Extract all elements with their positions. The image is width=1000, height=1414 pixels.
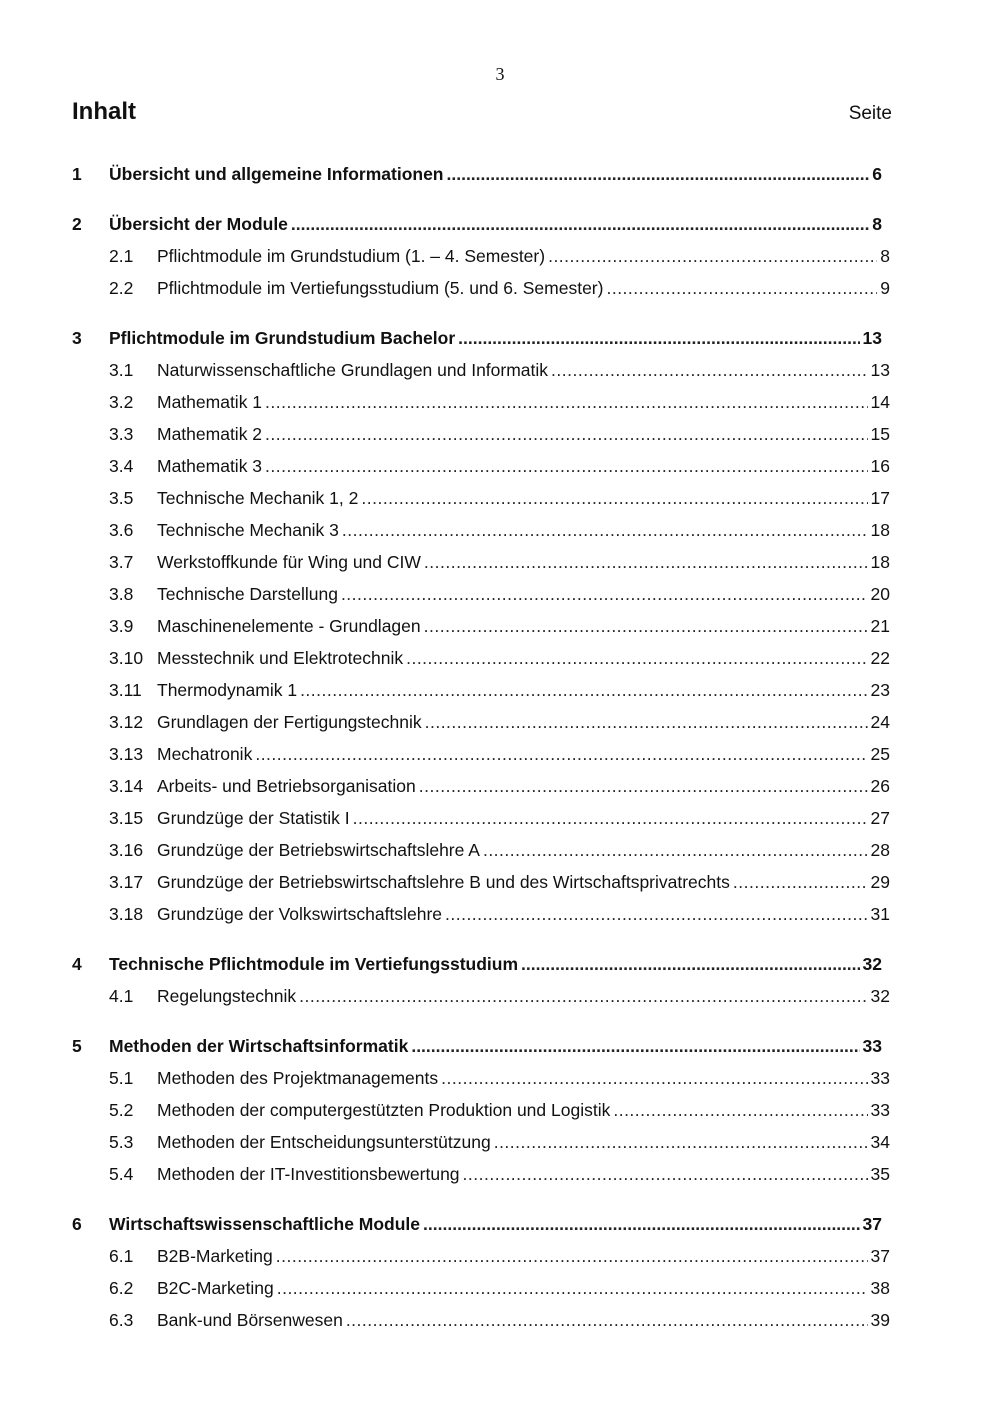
toc-entry-title: B2C-Marketing xyxy=(157,1278,274,1298)
toc-entry-number: 3.17 xyxy=(109,872,144,892)
toc-entry-page: 24 xyxy=(870,712,890,732)
toc-section-entry[interactable] xyxy=(109,518,890,542)
toc-entry-page: 26 xyxy=(870,776,890,796)
toc-section-entry[interactable] xyxy=(109,678,890,702)
toc-entry-title: Übersicht der Module xyxy=(109,214,288,234)
dot-leader xyxy=(424,550,868,574)
toc-entry-title: Naturwissenschaftliche Grundlagen und Informatik xyxy=(157,360,549,380)
toc-entry-title: Technische Darstellung xyxy=(157,584,338,604)
toc-section-entry[interactable] xyxy=(109,1276,890,1300)
toc-entry-page: 28 xyxy=(870,840,890,860)
toc-entry-page: 13 xyxy=(862,328,882,348)
dot-leader xyxy=(419,774,868,798)
toc-entry-number: 4 xyxy=(72,954,82,974)
dot-leader xyxy=(265,454,867,478)
dot-leader xyxy=(606,276,877,300)
toc-entry-page: 34 xyxy=(870,1132,890,1152)
toc-entry-number: 3.12 xyxy=(109,712,144,732)
toc-entry-page: 6 xyxy=(872,164,882,184)
toc-entry-title: Mechatronik xyxy=(157,744,253,764)
dot-leader xyxy=(483,838,868,862)
toc-entry-page: 25 xyxy=(870,744,890,764)
toc-section-entry[interactable] xyxy=(109,806,890,830)
toc-section-entry[interactable] xyxy=(109,550,890,574)
toc-entry-number: 4.1 xyxy=(109,986,134,1006)
toc-entry-page: 22 xyxy=(870,648,890,668)
toc-entry-title: Pflichtmodule im Vertiefungsstudium (5. und 6. Semester) xyxy=(157,278,604,298)
dot-leader xyxy=(445,902,868,926)
page-column-label: Seite xyxy=(848,103,892,124)
toc-entry-page: 33 xyxy=(870,1100,890,1120)
toc-entry-number: 5.3 xyxy=(109,1132,134,1152)
toc-entry-page: 37 xyxy=(862,1214,882,1234)
toc-entry-title: Grundzüge der Statistik I xyxy=(157,808,350,828)
dot-leader xyxy=(341,582,868,606)
toc-entry-number: 3.8 xyxy=(109,584,134,604)
toc-section-entry[interactable] xyxy=(109,870,890,894)
toc-entry-page: 15 xyxy=(870,424,890,444)
toc-entry-page: 37 xyxy=(870,1246,890,1266)
dot-leader xyxy=(265,390,867,414)
toc-section-entry[interactable] xyxy=(109,358,890,382)
toc-entry-page: 38 xyxy=(870,1278,890,1298)
dot-leader xyxy=(342,518,868,542)
toc-entry-page: 18 xyxy=(870,552,890,572)
toc-entry-number: 6 xyxy=(72,1214,82,1234)
toc-entry-title: Regelungstechnik xyxy=(157,986,297,1006)
toc-section-entry[interactable] xyxy=(109,902,890,926)
toc-section-entry[interactable] xyxy=(109,774,890,798)
dot-leader xyxy=(733,870,868,894)
toc-entry-title: Methoden der Entscheidungsunterstützung xyxy=(157,1132,491,1152)
toc-section-entry[interactable] xyxy=(109,742,890,766)
toc-section-entry[interactable] xyxy=(109,276,890,300)
toc-entry-title: Technische Pflichtmodule im Vertiefungsstudium xyxy=(109,954,519,974)
toc-entry-page: 18 xyxy=(870,520,890,540)
toc-chapter-entry[interactable] xyxy=(72,952,882,976)
toc-entry-title: Technische Mechanik 1, 2 xyxy=(157,488,359,508)
toc-entry-page: 32 xyxy=(870,986,890,1006)
page-number: 3 xyxy=(495,64,505,84)
toc-entry-number: 5 xyxy=(72,1036,82,1056)
toc-entry-title: Grundzüge der Betriebswirtschaftslehre A xyxy=(157,840,480,860)
toc-entry-title: Grundlagen der Fertigungstechnik xyxy=(157,712,422,732)
toc-entry-number: 5.2 xyxy=(109,1100,134,1120)
toc-entry-number: 3.4 xyxy=(109,456,134,476)
toc-entry-title: Mathematik 2 xyxy=(157,424,263,444)
toc-entry-title: Methoden der Wirtschaftsinformatik xyxy=(109,1036,409,1056)
dot-leader xyxy=(353,806,868,830)
dot-leader xyxy=(300,678,867,702)
toc-entry-title: Maschinenelemente - Grundlagen xyxy=(157,616,421,636)
dot-leader xyxy=(423,1212,860,1236)
toc-entry-number: 6.1 xyxy=(109,1246,134,1266)
dot-leader xyxy=(424,614,868,638)
toc-entry-number: 3.6 xyxy=(109,520,134,540)
toc-entry-page: 29 xyxy=(870,872,890,892)
dot-leader xyxy=(346,1308,868,1332)
toc-section-entry[interactable] xyxy=(109,582,890,606)
toc-entry-number: 3.18 xyxy=(109,904,144,924)
toc-entry-title: Technische Mechanik 3 xyxy=(157,520,339,540)
toc-entry-page: 8 xyxy=(872,214,882,234)
toc-entry-title: Arbeits- und Betriebsorganisation xyxy=(157,776,416,796)
toc-entry-page: 21 xyxy=(870,616,890,636)
toc-entry-title: B2B-Marketing xyxy=(157,1246,273,1266)
toc-entry-page: 32 xyxy=(862,954,882,974)
toc-entry-page: 33 xyxy=(870,1068,890,1088)
toc-entry-number: 3.5 xyxy=(109,488,134,508)
toc-entry-title: Methoden der computergestützten Produktion und Logistik xyxy=(157,1100,611,1120)
toc-entry-number: 1 xyxy=(72,164,82,184)
toc-section-entry[interactable] xyxy=(109,244,890,268)
toc-chapter-entry[interactable] xyxy=(72,162,882,186)
toc-entry-page: 39 xyxy=(870,1310,890,1330)
dot-leader xyxy=(551,358,867,382)
toc-section-entry[interactable] xyxy=(109,1244,890,1268)
toc-entry-page: 8 xyxy=(880,246,890,266)
toc-entry-page: 31 xyxy=(870,904,890,924)
toc-section-entry[interactable] xyxy=(109,710,890,734)
dot-leader xyxy=(411,1034,859,1058)
toc-entry-number: 3.13 xyxy=(109,744,144,764)
dot-leader xyxy=(463,1162,868,1186)
toc-section-entry[interactable] xyxy=(109,838,890,862)
dot-leader xyxy=(276,1244,868,1268)
toc-entry-number: 3.11 xyxy=(109,680,142,700)
toc-entry-number: 3.10 xyxy=(109,648,144,668)
toc-entry-title: Bank-und Börsenwesen xyxy=(157,1310,343,1330)
dot-leader xyxy=(548,244,877,268)
toc-entry-number: 2 xyxy=(72,214,82,234)
toc-entry-title: Übersicht und allgemeine Informationen xyxy=(109,164,444,184)
toc-entry-title: Mathematik 1 xyxy=(157,392,263,412)
toc-section-entry[interactable] xyxy=(109,1162,890,1186)
dot-leader xyxy=(441,1066,867,1090)
dot-leader xyxy=(447,162,870,186)
toc-entry-title: Mathematik 3 xyxy=(157,456,263,476)
toc-entry-title: Grundzüge der Betriebswirtschaftslehre B und des Wirtschaftsprivatrechts xyxy=(157,872,730,892)
toc-entry-page: 14 xyxy=(870,392,890,412)
toc-entry-page: 35 xyxy=(870,1164,890,1184)
dot-leader xyxy=(277,1276,868,1300)
toc-entry-number: 3.1 xyxy=(109,360,134,380)
dot-leader xyxy=(494,1130,868,1154)
dot-leader xyxy=(406,646,867,670)
toc-section-entry[interactable] xyxy=(109,646,890,670)
dot-leader xyxy=(299,984,867,1008)
toc-section-entry[interactable] xyxy=(109,486,890,510)
toc-entry-page: 27 xyxy=(870,808,890,828)
toc-section-entry[interactable] xyxy=(109,422,890,446)
toc-entry-title: Messtechnik und Elektrotechnik xyxy=(157,648,404,668)
toc-section-entry[interactable] xyxy=(109,454,890,478)
dot-leader xyxy=(291,212,869,236)
toc-entry-number: 6.2 xyxy=(109,1278,134,1298)
toc-entry-number: 3.9 xyxy=(109,616,134,636)
dot-leader xyxy=(265,422,867,446)
toc-section-entry[interactable] xyxy=(109,1130,890,1154)
toc-entry-page: 23 xyxy=(870,680,890,700)
toc-entry-title: Pflichtmodule im Grundstudium (1. – 4. Semester) xyxy=(157,246,546,266)
toc-entry-title: Grundzüge der Volkswirtschaftslehre xyxy=(157,904,442,924)
page-title: Inhalt xyxy=(72,98,136,125)
toc-entry-number: 5.1 xyxy=(109,1068,134,1088)
toc-chapter-entry[interactable] xyxy=(72,212,882,236)
toc-section-entry[interactable] xyxy=(109,1066,890,1090)
toc-entry-number: 5.4 xyxy=(109,1164,134,1184)
toc-entry-title: Werkstoffkunde für Wing und CIW xyxy=(157,552,421,572)
toc-section-entry[interactable] xyxy=(109,614,890,638)
toc-entry-number: 3.14 xyxy=(109,776,144,796)
dot-leader xyxy=(255,742,867,766)
toc-entry-number: 3.7 xyxy=(109,552,134,572)
toc-entry-page: 20 xyxy=(870,584,890,604)
toc-section-entry[interactable] xyxy=(109,1098,890,1122)
toc-entry-number: 2.2 xyxy=(109,278,134,298)
toc-entry-title: Methoden der IT-Investitionsbewertung xyxy=(157,1164,460,1184)
dot-leader xyxy=(521,952,859,976)
toc-entry-page: 17 xyxy=(870,488,890,508)
toc-section-entry[interactable] xyxy=(109,390,890,414)
toc-entry-page: 33 xyxy=(862,1036,882,1056)
dot-leader xyxy=(361,486,867,510)
toc-entry-title: Wirtschaftswissenschaftliche Module xyxy=(109,1214,421,1234)
dot-leader xyxy=(425,710,868,734)
toc-section-entry[interactable] xyxy=(109,1308,890,1332)
toc-entry-number: 3.16 xyxy=(109,840,144,860)
toc-chapter-entry[interactable] xyxy=(72,1034,882,1058)
toc-section-entry[interactable] xyxy=(109,984,890,1008)
toc-entry-page: 16 xyxy=(870,456,890,476)
toc-entry-title: Pflichtmodule im Grundstudium Bachelor xyxy=(109,328,456,348)
toc-entry-number: 3 xyxy=(72,328,82,348)
dot-leader xyxy=(458,326,859,350)
toc-entry-page: 9 xyxy=(880,278,890,298)
toc-entry-number: 2.1 xyxy=(109,246,134,266)
toc-entry-number: 3.3 xyxy=(109,424,134,444)
toc-entry-number: 6.3 xyxy=(109,1310,134,1330)
toc-entry-title: Thermodynamik 1 xyxy=(157,680,298,700)
toc-entry-title: Methoden des Projektmanagements xyxy=(157,1068,439,1088)
dot-leader xyxy=(613,1098,867,1122)
toc-entry-number: 3.2 xyxy=(109,392,134,412)
toc-chapter-entry[interactable] xyxy=(72,1212,882,1236)
toc-entry-number: 3.15 xyxy=(109,808,144,828)
toc-chapter-entry[interactable] xyxy=(72,326,882,350)
toc-entry-page: 13 xyxy=(870,360,890,380)
